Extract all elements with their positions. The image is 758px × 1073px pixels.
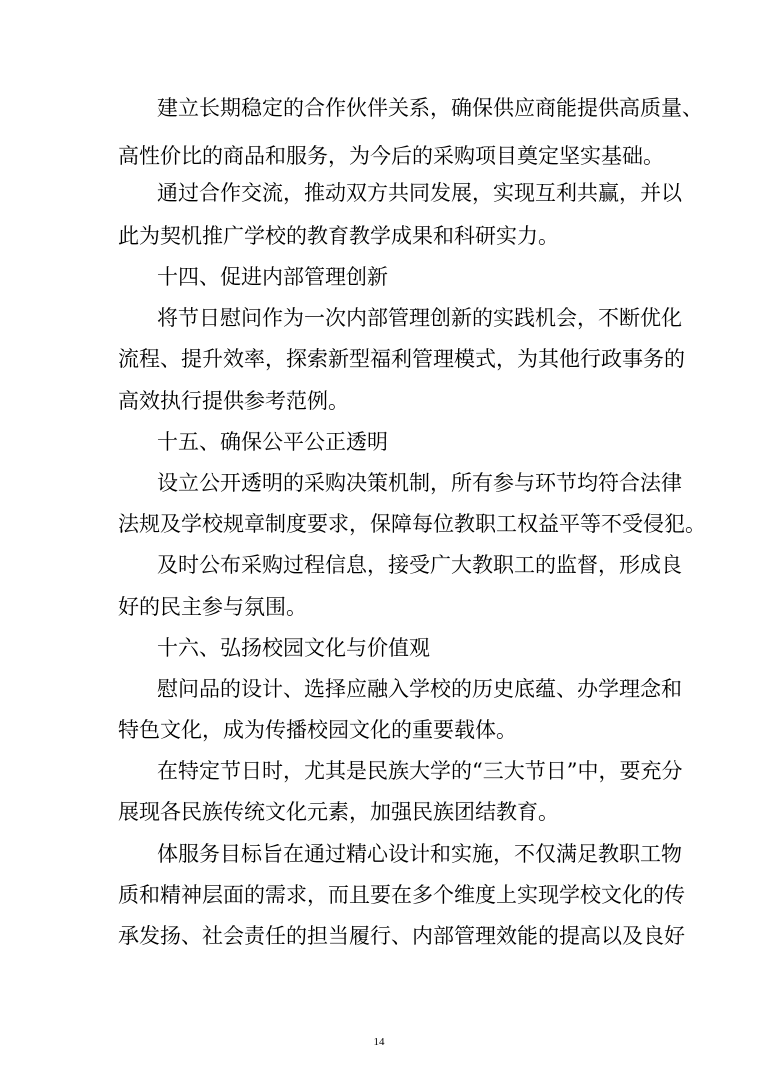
paragraph-line: 此为契机推广学校的教育教学成果和科研实力。 [118,224,559,248]
section-heading: 十五、确保公平公正透明 [157,430,388,454]
paragraph-line: 慰问品的设计、选择应融入学校的历史底蕴、办学理念和 [157,677,682,701]
paragraph-line: 法规及学校规章制度要求，保障每位教职工权益平等不受侵犯。 [118,512,706,536]
paragraph-line: 质和精神层面的需求，而且要在多个维度上实现学校文化的传 [118,883,685,907]
paragraph-line: 流程、提升效率，探索新型福利管理模式，为其他行政事务的 [118,347,685,371]
section-heading: 十六、弘扬校园文化与价值观 [157,636,430,660]
page-number: 14 [373,1036,385,1048]
section-heading: 十四、促进内部管理创新 [157,265,388,289]
paragraph-line: 承发扬、社会责任的担当履行、内部管理效能的提高以及良好 [118,924,685,948]
paragraph-line: 体服务目标旨在通过精心设计和实施，不仅满足教职工物 [157,842,682,866]
paragraph-line: 特色文化，成为传播校园文化的重要载体。 [118,718,517,742]
paragraph-line: 好的民主参与氛围。 [118,595,307,619]
paragraph-line: 及时公布采购过程信息，接受广大教职工的监督，形成良 [157,553,682,577]
paragraph-line: 通过合作交流，推动双方共同发展，实现互利共赢，并以 [157,181,682,205]
paragraph-line: 设立公开透明的采购决策机制，所有参与环节均符合法律 [157,471,682,495]
paragraph-line: 在特定节日时，尤其是民族大学的“三大节日”中，要充分 [157,759,683,783]
paragraph-line: 高性价比的商品和服务，为今后的采购项目奠定坚实基础。 [118,144,664,168]
paragraph-line: 展现各民族传统文化元素，加强民族团结教育。 [118,800,559,824]
paragraph-line: 建立长期稳定的合作伙伴关系，确保供应商能提供高质量、 [157,96,703,120]
paragraph-line: 高效执行提供参考范例。 [118,389,349,413]
paragraph-line: 将节日慰问作为一次内部管理创新的实践机会，不断优化 [157,306,682,330]
